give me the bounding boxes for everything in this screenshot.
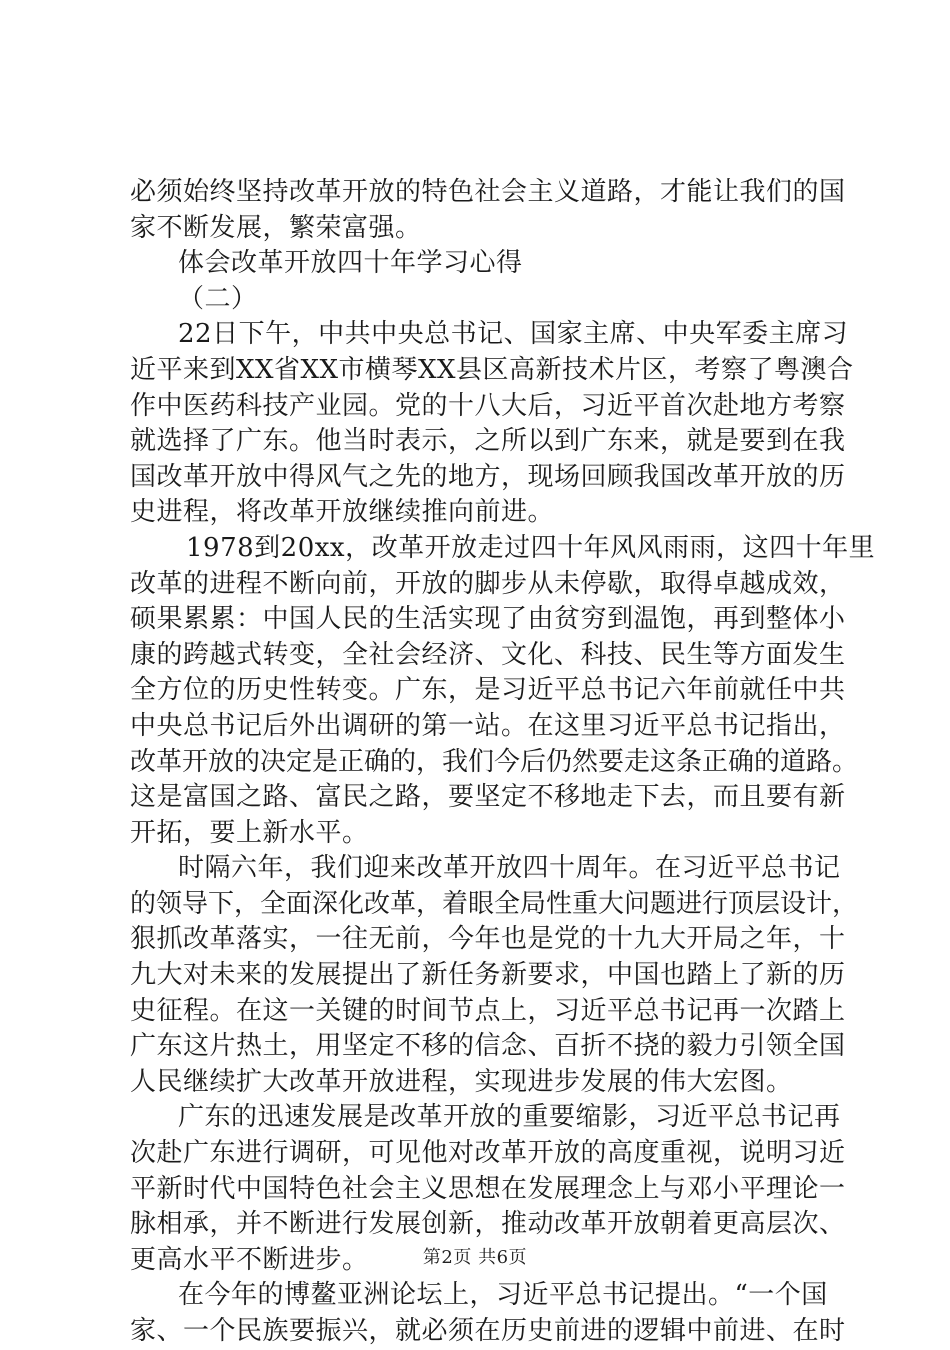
text-line: 作中医药科技产业园。党的十八大后，习近平首次赴地方考察 [130, 390, 846, 421]
text-line: 家不断发展，繁荣富强。 [130, 212, 422, 243]
text-line: 史征程。在这一关键的时间节点上，习近平总书记再一次踏上 [130, 995, 846, 1026]
text-line: 平新时代中国特色社会主义思想在发展理念上与邓小平理论一 [130, 1173, 846, 1204]
paragraph-start: 1978到20xx，改革开放走过四十年风风雨雨，这四十年里 [186, 532, 876, 563]
text-line: 史进程，将改革开放继续推向前进。 [130, 497, 555, 528]
section-number: （二） [178, 283, 258, 314]
paragraph-start: 在今年的博鳌亚洲论坛上，习近平总书记提出。“一个国 [178, 1280, 828, 1311]
text-line: 全方位的历史性转变。广东，是习近平总书记六年前就任中共 [130, 675, 846, 706]
text-line: 次赴广东进行调研，可见他对改革开放的高度重视，说明习近 [130, 1138, 846, 1169]
document-body [130, 175, 876, 1350]
text-line: 这是富国之路、富民之路，要坚定不移地走下去，而且要有新 [130, 782, 846, 813]
text-line: 近平来到XX省XX市横琴XX县区高新技术片区，考察了粤澳合 [130, 354, 854, 385]
paragraph-start: 时隔六年，我们迎来改革开放四十周年。在习近平总书记 [178, 853, 841, 884]
paragraph-start: 22日下午，中共中央总书记、国家主席、中央军委主席习 [178, 319, 849, 350]
text-line: 必须始终坚持改革开放的特色社会主义道路，才能让我们的国 [130, 177, 846, 207]
paragraph-start: 广东的迅速发展是改革开放的重要缩影，习近平总书记再 [178, 1102, 841, 1133]
text-line: 的领导下，全面深化改革，着眼全局性重大问题进行顶层设计， [130, 888, 859, 919]
text-line: 狠抓改革落实，一往无前，今年也是党的十九大开局之年，十 [130, 924, 846, 955]
text-line: 就选择了广东。他当时表示，之所以到广东来，就是要到在我 [130, 426, 846, 457]
text-line: 九大对未来的发展提出了新任务新要求，中国也踏上了新的历 [130, 960, 846, 991]
text-line: 中央总书记后外出调研的第一站。在这里习近平总书记指出， [130, 710, 846, 741]
text-line: 广东这片热土，用坚定不移的信念、百折不挠的毅力引领全国 [130, 1031, 846, 1062]
text-line: 更高水平不断进步。 [130, 1244, 369, 1275]
text-line: 改革的进程不断向前，开放的脚步从未停歇，取得卓越成效， [130, 568, 846, 599]
text-line: 家、一个民族要振兴，就必须在历史前进的逻辑中前进、在时 [130, 1316, 846, 1346]
text-line: 国改革开放中得风气之先的地方，现场回顾我国改革开放的历 [130, 461, 846, 492]
text-line: 康的跨越式转变，全社会经济、文化、科技、民生等方面发生 [130, 639, 846, 670]
text-line: 改革开放的决定是正确的，我们今后仍然要走这条正确的道路。 [130, 746, 859, 777]
text-line: 开拓，要上新水平。 [130, 817, 369, 848]
page-footer: 第2页 共6页 [422, 1247, 528, 1268]
text-line: 硕果累累：中国人民的生活实现了由贫穷到温饱，再到整体小 [130, 604, 846, 635]
section-title: 体会改革开放四十年学习心得 [178, 248, 523, 279]
text-line: 人民继续扩大改革开放进程，实现进步发展的伟大宏图。 [130, 1066, 793, 1097]
text-line: 脉相承，并不断进行发展创新，推动改革开放朝着更高层次、 [130, 1209, 846, 1240]
